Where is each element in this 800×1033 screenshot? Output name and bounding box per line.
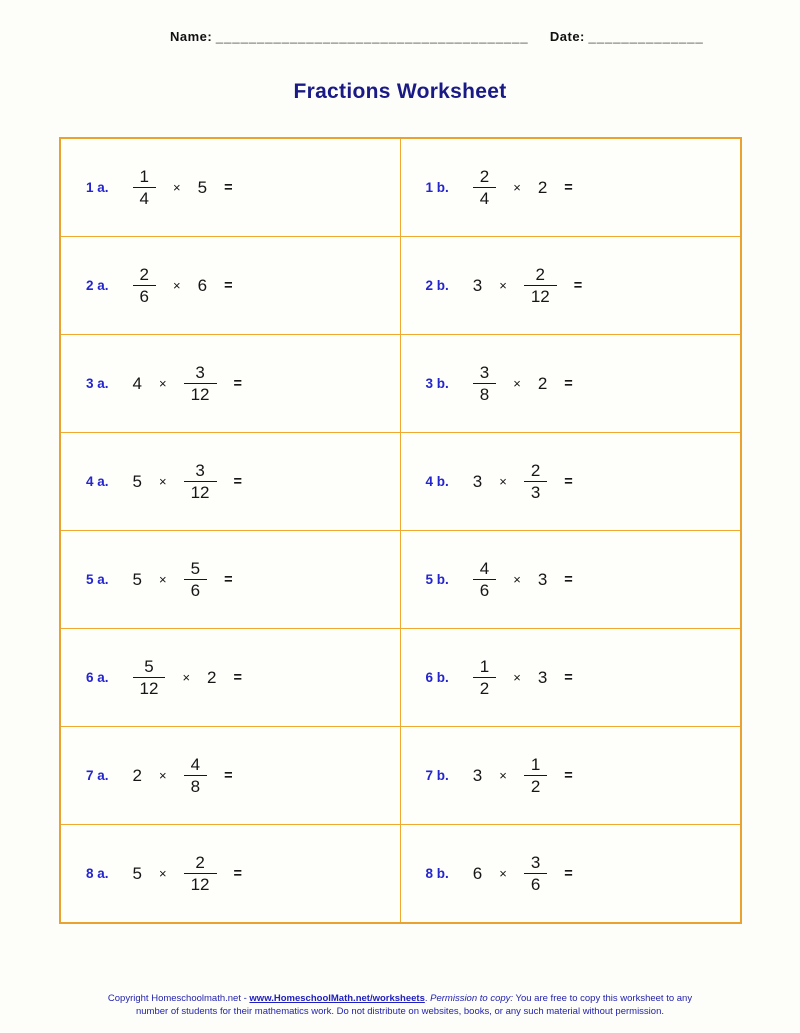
fraction [184, 460, 217, 504]
page-title: Fractions Worksheet [293, 80, 507, 103]
equals-sign: = [233, 865, 242, 882]
worksheet-row [61, 727, 740, 825]
multiply-operator: × [182, 670, 191, 685]
problem-expression [133, 656, 242, 700]
whole-number: 5 [197, 177, 208, 197]
multiply-operator: × [499, 768, 507, 783]
problem-expression [133, 264, 233, 308]
problem-cell [61, 335, 401, 432]
problem-expression [133, 754, 233, 798]
fraction-numerator: 1 [139, 166, 149, 186]
whole-number: 5 [132, 569, 142, 589]
fraction-denominator: 12 [184, 873, 217, 895]
fraction-numerator: 2 [535, 264, 546, 284]
multiply-operator: × [513, 180, 521, 195]
fraction-denominator: 8 [184, 775, 207, 797]
problem-expression [473, 362, 573, 406]
date-blank-line: ______________ [588, 29, 704, 44]
whole-number: 3 [472, 765, 483, 785]
multiply-operator: × [159, 474, 167, 489]
fraction-numerator: 3 [195, 460, 205, 480]
problem-label: 7 b. [425, 768, 449, 783]
fraction-denominator: 6 [184, 579, 207, 601]
fraction-numerator: 3 [479, 362, 490, 382]
problem-label: 6 b. [425, 670, 449, 685]
problem-expression [473, 558, 573, 602]
fraction-denominator: 3 [524, 481, 547, 503]
fraction [473, 558, 496, 602]
problem-label: 8 a. [86, 866, 109, 881]
problem-cell [61, 825, 401, 922]
equals-sign: = [224, 277, 233, 294]
fraction-numerator: 1 [530, 754, 541, 774]
fraction [133, 166, 156, 210]
fraction-denominator: 2 [524, 775, 547, 797]
whole-number: 5 [132, 863, 142, 883]
whole-number: 2 [537, 177, 548, 197]
multiply-operator: × [513, 572, 521, 587]
problem-expression [473, 166, 573, 210]
equals-sign: = [564, 669, 573, 686]
problem-label: 4 b. [425, 474, 449, 489]
footer-copyright [0, 992, 800, 1019]
name-label: Name: [170, 29, 213, 44]
fraction-numerator: 2 [530, 460, 541, 480]
problem-label: 2 a. [86, 278, 109, 293]
problem-cell [61, 433, 401, 530]
fraction-denominator: 6 [133, 285, 156, 307]
equals-sign: = [564, 571, 573, 588]
problem-expression [133, 362, 242, 406]
fraction [524, 264, 557, 308]
fraction [184, 558, 207, 602]
fraction-denominator: 4 [133, 187, 156, 209]
problem-expression [473, 656, 573, 700]
multiply-operator: × [499, 866, 507, 881]
equals-sign: = [564, 767, 573, 784]
problem-label: 8 b. [425, 866, 449, 881]
problem-expression [473, 852, 573, 896]
fraction-numerator: 2 [195, 852, 205, 872]
fraction [473, 362, 496, 406]
worksheet-row [61, 825, 740, 922]
problem-cell [61, 531, 401, 628]
problem-expression [133, 460, 242, 504]
fraction-numerator: 5 [190, 558, 201, 578]
problem-expression [133, 852, 242, 896]
problem-cell [401, 139, 741, 236]
problem-expression [133, 166, 233, 210]
name-blank-line: ______________________________________ [215, 29, 529, 44]
problem-expression [473, 460, 573, 504]
whole-number: 3 [537, 569, 548, 589]
whole-number: 3 [537, 667, 548, 687]
whole-number: 3 [472, 471, 483, 491]
multiply-operator: × [513, 376, 521, 391]
equals-sign: = [233, 669, 242, 686]
equals-sign: = [233, 375, 242, 392]
problem-expression [473, 754, 573, 798]
problem-label: 6 a. [86, 670, 109, 685]
whole-number: 6 [472, 863, 483, 883]
problem-cell [401, 727, 741, 824]
equals-sign: = [224, 571, 233, 588]
fraction-numerator: 2 [479, 166, 490, 186]
multiply-operator: × [159, 866, 167, 881]
equals-sign: = [564, 865, 573, 882]
worksheet-row [61, 335, 740, 433]
fraction-denominator: 6 [473, 579, 496, 601]
equals-sign: = [224, 767, 233, 784]
whole-number: 2 [207, 667, 217, 687]
fraction [473, 166, 496, 210]
fraction-numerator: 1 [479, 656, 490, 676]
problem-cell [401, 825, 741, 922]
problem-label: 3 b. [425, 376, 449, 391]
multiply-operator: × [159, 768, 167, 783]
problem-label: 7 a. [86, 768, 109, 783]
footer-copyright-prefix: Copyright Homeschoolmath.net - [107, 993, 250, 1004]
problem-cell [401, 433, 741, 530]
worksheet-row [61, 433, 740, 531]
fraction-numerator: 4 [190, 754, 201, 774]
problem-cell [401, 629, 741, 726]
problem-cell [61, 139, 401, 236]
problem-expression [133, 558, 233, 602]
fraction [184, 852, 217, 896]
name-date-header [170, 29, 704, 44]
fraction [184, 754, 207, 798]
multiply-operator: × [173, 180, 181, 195]
equals-sign: = [564, 375, 573, 392]
problem-cell [401, 335, 741, 432]
multiply-operator: × [173, 278, 181, 293]
whole-number: 4 [132, 373, 142, 393]
fraction-denominator: 12 [184, 383, 217, 405]
multiply-operator: × [499, 278, 507, 293]
fraction-numerator: 2 [139, 264, 149, 284]
problems-table [59, 137, 742, 924]
worksheet-row [61, 237, 740, 335]
problem-label: 5 b. [425, 572, 449, 587]
whole-number: 2 [132, 765, 142, 785]
equals-sign: = [224, 179, 233, 196]
problem-label: 2 b. [425, 278, 449, 293]
fraction-numerator: 4 [479, 558, 490, 578]
problem-cell [401, 531, 741, 628]
fraction-denominator: 4 [473, 187, 496, 209]
footer-after-link: . [424, 993, 431, 1004]
problem-cell [61, 237, 401, 334]
permission-text: You are free to copy this worksheet to any number of students for their mathematics work. Do not distribute on websites, books, or any such material without permission. [135, 993, 693, 1018]
multiply-operator: × [159, 376, 167, 391]
fraction-denominator: 6 [524, 873, 547, 895]
fraction [184, 362, 217, 406]
worksheet-row [61, 139, 740, 237]
equals-sign: = [233, 473, 242, 490]
equals-sign: = [573, 277, 583, 294]
problem-cell [61, 727, 401, 824]
fraction-numerator: 3 [530, 852, 541, 872]
fraction [133, 656, 166, 700]
fraction [524, 754, 547, 798]
fraction-denominator: 12 [133, 677, 166, 699]
problem-label: 5 a. [86, 572, 109, 587]
problem-cell [401, 237, 741, 334]
fraction-denominator: 12 [184, 481, 217, 503]
whole-number: 6 [197, 275, 208, 295]
fraction-denominator: 8 [473, 383, 496, 405]
fraction [524, 460, 547, 504]
worksheet-row [61, 531, 740, 629]
date-label: Date: [549, 29, 585, 44]
fraction [473, 656, 496, 700]
equals-sign: = [564, 179, 573, 196]
fraction-numerator: 3 [195, 362, 205, 382]
whole-number: 5 [132, 471, 142, 491]
problem-expression [473, 264, 582, 308]
whole-number: 3 [472, 275, 483, 295]
fraction-denominator: 2 [473, 677, 496, 699]
fraction-denominator: 12 [524, 285, 557, 307]
permission-to-copy-label: Permission to copy: [430, 993, 514, 1004]
problem-label: 1 a. [86, 180, 109, 195]
problem-cell [61, 629, 401, 726]
problem-label: 3 a. [86, 376, 109, 391]
multiply-operator: × [159, 572, 167, 587]
problem-label: 1 b. [425, 180, 449, 195]
multiply-operator: × [499, 474, 507, 489]
fraction [524, 852, 547, 896]
multiply-operator: × [513, 670, 521, 685]
fraction-numerator: 5 [144, 656, 154, 676]
problem-label: 4 a. [86, 474, 109, 489]
equals-sign: = [564, 473, 573, 490]
fraction [133, 264, 156, 308]
worksheets-link[interactable]: www.HomeschoolMath.net/worksheets [249, 993, 425, 1004]
whole-number: 2 [537, 373, 548, 393]
worksheet-row [61, 629, 740, 727]
